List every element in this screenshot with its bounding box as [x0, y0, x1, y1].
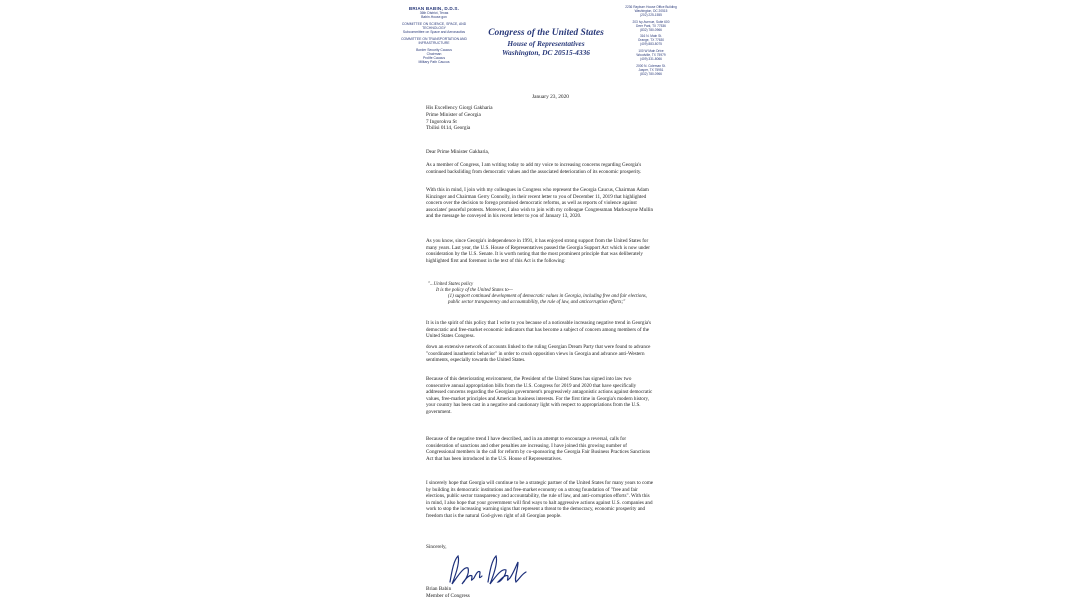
paragraph-2: With this in mind, I join with my colleagues in Congress who represent the Georgia Caucus, Chairman Adam Kinzinger and Chairman Gerry Connolly, in their recent letter to you of December 11, 2019 that highlighted concern over the decision to forego promised democratic reforms, as well as reports of violence against associates' peaceful protests. Moreover, I also wish to join with my colleague Congressman Markwayne Mullin and the message he conveyed in his recent letter to you of January 13, 2020.: [426, 187, 654, 220]
office-3-line1: 316 N. Main St.: [640, 34, 662, 39]
caucus-extra-2: Military Path Caucus: [418, 60, 450, 65]
office-dc-phone: (202) 225-1555: [640, 12, 662, 17]
letterhead-right: [622, 6, 680, 77]
letter-date: January 23, 2020: [532, 94, 569, 100]
office-4-phone: (409) 331-8066: [640, 56, 662, 61]
recipient-name: His Excellency Giorgi Gakharia: [426, 105, 493, 111]
valediction: Sincerely,: [426, 544, 447, 550]
recipient-street: 7 Ingorokva St: [426, 118, 457, 125]
paragraph-3: As you know, since Georgia's independence in 1991, it has enjoyed strong support from the United States for many years. Last year, the U.S. House of Representatives passed the Georgia Support Act which is now under consideration by the U.S. Senate. It is worth noting that the most prominent principle that was deliberately highlighted first and foremost in the text of this Act is the following:: [426, 238, 650, 264]
recipient-block: [426, 105, 646, 132]
office-2-phone: (832) 780-0966: [640, 27, 662, 32]
letter-document: [392, 6, 680, 602]
caucus-extra-1: Prolife Caucus: [422, 56, 446, 61]
office-3-line2: Orange, TX 77630: [637, 38, 665, 43]
office-2-line1: 203 Ivy Avenue, Suite 600: [632, 19, 670, 24]
caucus-name: Border Security Caucus: [416, 48, 452, 53]
office-dc-line1: 2236 Rayburn House Office Building: [625, 5, 677, 9]
salutation: Dear Prime Minister Gakharia,: [426, 149, 490, 155]
signatory-title: Member of Congress: [426, 592, 470, 599]
office-3-phone: (409) 883-8075: [640, 42, 662, 47]
committee-transportation: COMMITTEE ON TRANSPORTATION AND INFRASTRUCTURE: [401, 37, 467, 46]
house-title: House of Representatives: [507, 39, 585, 48]
office-4-line2: Woodville, TX 75979: [636, 53, 666, 58]
sender-district: 36th District, Texas: [419, 11, 449, 16]
paragraph-5: down an extensive network of accounts linked to the ruling Georgian Dream Party that were found to advance "coordinated inauthentic behavior" in order to crush opposition views in Georgia and advance anti-Western sentiments, especially towards the United States.: [426, 344, 651, 364]
quote-item: (1) support continued development of democratic values in Georgia, including free and fair elections, public sector transparency and accountability, the rule of law, and anticorruption efforts;": [448, 294, 647, 306]
washington-address: Washington, DC 20515-4336: [502, 48, 590, 57]
office-dc-line2: Washington, DC 20515: [634, 8, 668, 13]
letterhead-center: [476, 28, 616, 57]
quote-heading: "...United States policy: [428, 282, 474, 287]
congress-title: Congress of the United States: [488, 28, 604, 38]
sender-name-header: BRIAN BABIN, D.D.S.: [408, 6, 460, 11]
letterhead-left: [398, 6, 470, 64]
handwritten-signature: [444, 552, 534, 590]
signatory-name: Brian Babin: [426, 586, 452, 592]
committee-science: COMMITTEE ON SCIENCE, SPACE, AND TECHNOLOGY: [401, 22, 467, 31]
caucus-role: Chairman: [426, 52, 442, 57]
office-4-line1: 100 W Main Drive: [638, 49, 664, 54]
sender-website: Babin.House.gov: [421, 15, 447, 20]
quote-intro: It is the policy of the United States to—: [436, 288, 513, 294]
recipient-city: Tbilisi 0114, Georgia: [426, 125, 471, 132]
signatory-block: [426, 586, 470, 599]
office-2-line2: Deer Park, TX 77536: [636, 23, 666, 28]
office-5-phone: (832) 780-0966: [640, 71, 662, 76]
paragraph-4: It is in the spirit of this policy that I write to you because of a noticeable increasing negative trend in Georgia's democratic and free-market economic indicators that has become a subject of concern among members of the United States Congress.: [426, 320, 652, 340]
paragraph-6: Because of this deteriorating environment, the President of the United States has signed into law two consecutive annual appropriation bills from the U.S. Congress for 2019 and 2020 that have specifically addressed concerns regarding the Georgian government's progressively antagonistic actions against democratic values, free-market principles and American business interests. For the first time in Georgia's modern history, your country has been cast in a negative and cautionary light with respect to appropriations from the U.S. government.: [426, 376, 653, 415]
recipient-title: Prime Minister of Georgia: [426, 111, 481, 118]
committee-science-sub: Subcommittee on Space and Aeronautics: [402, 30, 466, 35]
paragraph-7: Because of the negative trend I have described, and in an attempt to encourage a reversal, calls for consideration of sanctions and other penalties are increasing. I have joined this growing number of Congressional members in the call for reform by co-sponsoring the Georgia Fair Business Practices Sanctions Act that has been introduced in the U.S. House of Representatives.: [426, 436, 650, 462]
paragraph-1: As a member of Congress, I am writing today to add my voice to increasing concerns regarding Georgia's continued backsliding from democratic values and the associated deterioration of its economic prosperity.: [426, 162, 642, 175]
policy-quote: [428, 282, 650, 306]
office-5-line1: 2000 N. Coleman St.: [636, 63, 666, 68]
paragraph-8: I sincerely hope that Georgia will continue to be a strategic partner of the United States for many years to come by building its democratic institutions and free-market economy on a strong foundation of "free and fair elections, public sector transparency and accountability, the rule of law, and anti-corruption efforts". With this in mind, I also hope that your government will find ways to halt aggressive actions against U.S. companies and work to stop the increasing warning signs that represent a threat to the democracy, economic prosperity and freedom that is the natural God-given right of all Georgian people.: [426, 480, 654, 519]
office-5-line2: Jasper, TX 75951: [638, 67, 664, 72]
